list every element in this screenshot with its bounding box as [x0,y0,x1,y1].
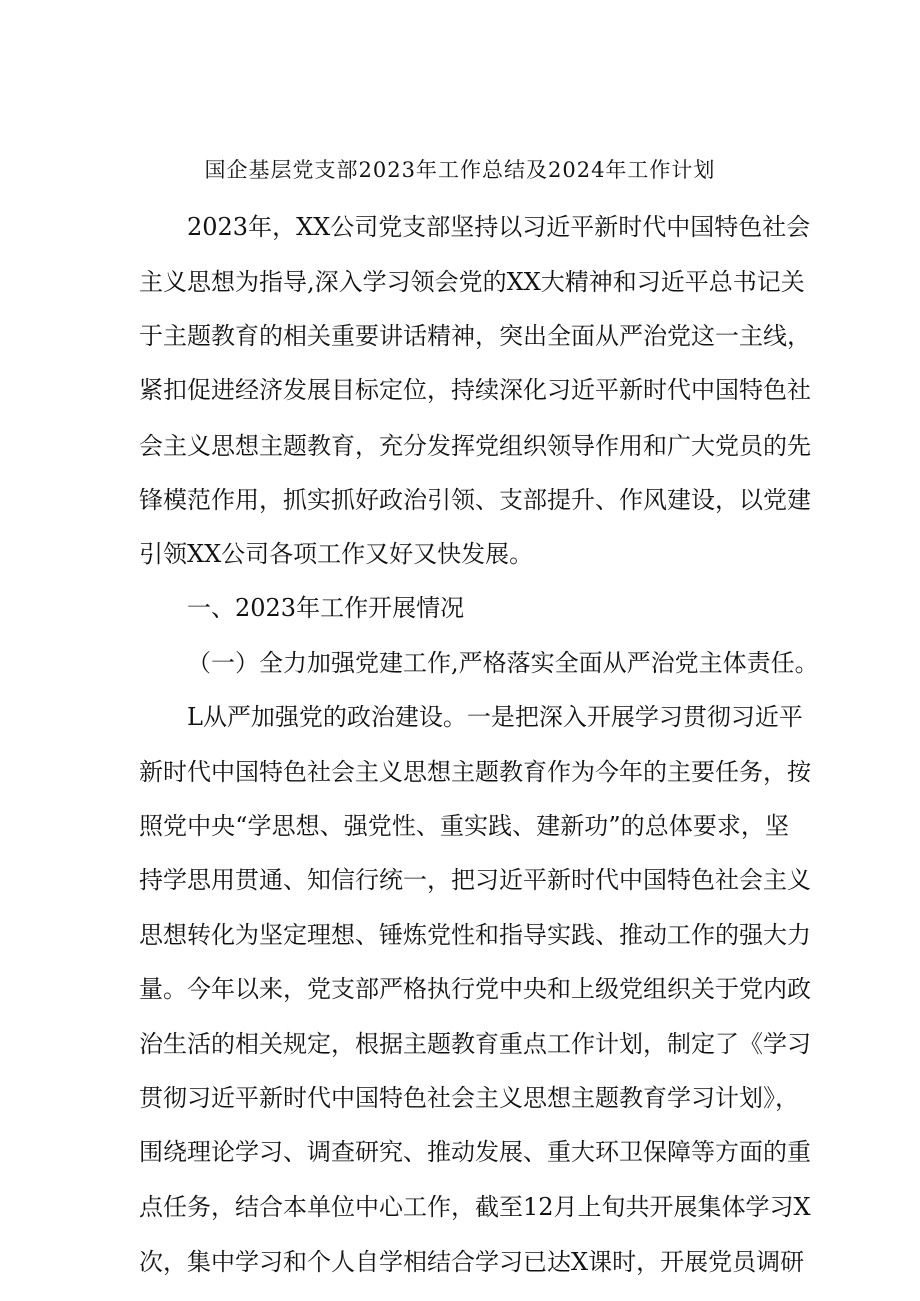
body-line: 持学思用贯通、知信行统一，把习近平新时代中国特色社会主义 [139,866,811,894]
document-title: 国企基层党支部2023年工作总结及2024年工作计划 [204,158,716,182]
body-line: 围绕理论学习、调查研究、推动发展、重大环卫保障等方面的重 [139,1138,811,1166]
body-line: 贯彻习近平新时代中国特色社会主义思想主题教育学习计划》， [139,1084,799,1112]
intro-line: 2023年，XX公司党支部坚持以习近平新时代中国特色社会 [187,213,811,241]
body-line: 治生活的相关规定，根据主题教育重点工作计划，制定了《学习 [139,1030,811,1058]
intro-line: 会主义思想主题教育，充分发挥党组织领导作用和广大党员的先 [139,432,811,460]
intro-line: 引领XX公司各项工作又好又快发展。 [139,540,534,568]
body-line: L从严加强党的政治建设。一是把深入开展学习贯彻习近平 [187,703,803,731]
intro-line: 于主题教育的相关重要讲话精神，突出全面从严治党这一主线， [139,322,811,350]
subsection-heading: （一）全力加强党建工作,严格落实全面从严治党主体责任。 [187,649,819,677]
section-heading: 一、2023年工作开展情况 [187,594,465,622]
body-line: 照党中央“学思想、强党性、重实践、建新功”的总体要求，坚 [139,812,789,840]
body-line: 思想转化为坚定理想、锤炼党性和指导实践、推动工作的强大力 [139,921,811,949]
body-line: 量。今年以来，党支部严格执行党中央和上级党组织关于党内政 [139,975,811,1003]
intro-line: 主义思想为指导,深入学习领会党的XX大精神和习近平总书记关 [139,268,805,296]
body-line: 新时代中国特色社会主义思想主题教育作为今年的主要任务，按 [139,758,811,786]
intro-line: 锋模范作用，抓实抓好政治引领、支部提升、作风建设，以党建 [139,486,811,514]
body-line: 点任务，结合本单位中心工作，截至12月上旬共开展集体学习X [139,1193,811,1221]
intro-line: 紧扣促进经济发展目标定位，持续深化习近平新时代中国特色社 [139,376,811,404]
body-line: 次，集中学习和个人自学相结合学习已达X课时，开展党员调研 [139,1248,805,1276]
